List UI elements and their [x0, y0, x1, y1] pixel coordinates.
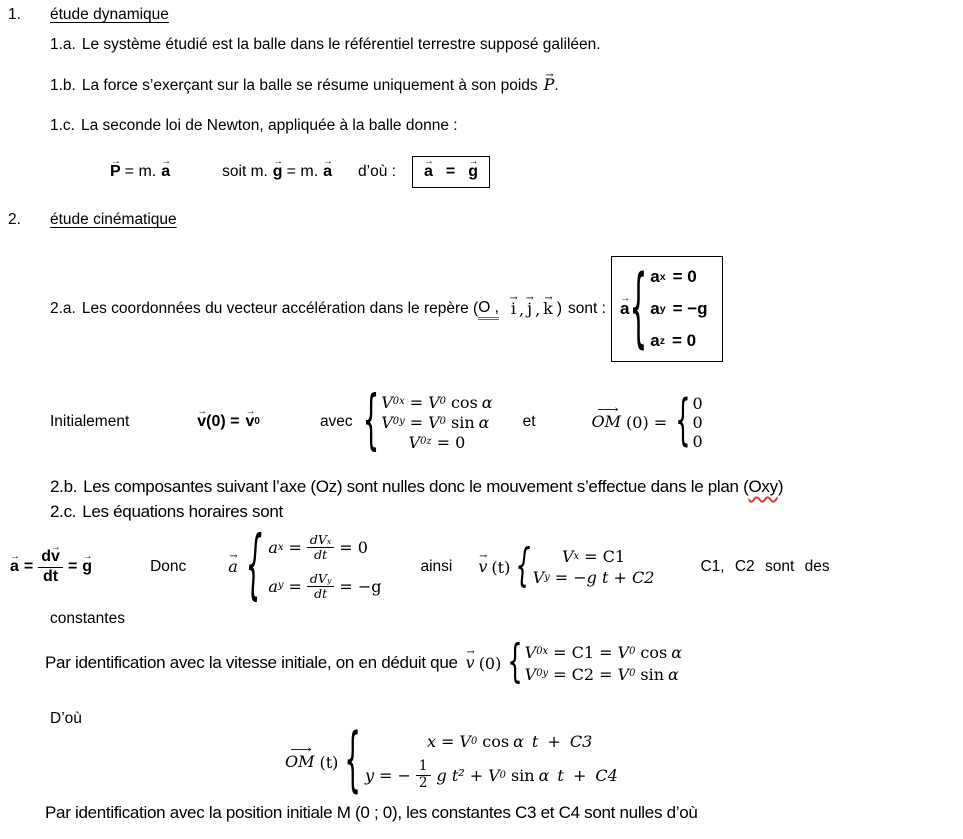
arg-equals: (0) = [626, 412, 668, 432]
value: = −g t + C2 [554, 568, 655, 587]
var-a: a [650, 267, 660, 286]
sin-function: sin [450, 412, 475, 432]
line-2a [50, 250, 723, 368]
of-0: (0) [478, 653, 502, 673]
vector-g [82, 558, 92, 576]
equation-v0x-c1 [525, 643, 682, 662]
var-V: V [617, 642, 630, 662]
var-V: V [428, 412, 440, 432]
var-V: V [428, 392, 440, 412]
var-a: a [650, 331, 660, 350]
c1-c2-text: C1, C2 sont des [700, 558, 830, 575]
equals-sign: = [409, 412, 424, 432]
sub-0y: 0y [392, 416, 405, 428]
fraction-dVx-dt [307, 533, 334, 563]
vector-v-letter: v [197, 412, 207, 430]
avec-text: avec [319, 413, 353, 430]
vector-P-letter: P [543, 75, 555, 94]
dou-text: d’où : [358, 163, 396, 180]
value: = −g [672, 299, 708, 318]
line-1a-text: Le système étudié est la balle dans le référentiel terrestre supposé galiléen. [81, 36, 601, 53]
of-t: (t) [319, 752, 339, 772]
value: = −g [339, 576, 382, 596]
vector-v-letter: v [51, 548, 60, 566]
vector-i [511, 300, 516, 318]
vector-P [544, 76, 555, 94]
hourly-equations-row [10, 520, 830, 614]
position-system [344, 720, 618, 802]
equation-v0y [381, 413, 492, 432]
var-V: V [408, 432, 421, 452]
var-V: V [524, 664, 537, 684]
sub-0: 0 [439, 396, 446, 408]
initialement-label: Initialement [50, 413, 130, 430]
sub-0: 0 [254, 416, 260, 428]
close-paren: ) [556, 300, 563, 317]
boxed-acceleration-components [611, 256, 723, 362]
vector-g [468, 163, 478, 181]
left-brace: { [245, 522, 263, 610]
var-V: V [561, 547, 574, 566]
system [245, 522, 387, 610]
ainsi-text: ainsi [420, 558, 453, 575]
equals-minus: = − [379, 766, 411, 785]
equals-m: = m. [286, 163, 319, 180]
sub-0z: 0z [420, 436, 432, 448]
var-y: y [364, 766, 375, 785]
value: = 0 [672, 331, 697, 350]
alpha: α [481, 392, 493, 412]
left-brace: { [344, 720, 361, 802]
vector-g [273, 163, 283, 181]
value: = 0 [672, 267, 697, 286]
equation-v0 [197, 413, 260, 431]
sub-x: x [573, 550, 580, 562]
d-letter: d [41, 548, 52, 566]
equation-az-0 [650, 331, 707, 351]
sub-x: x [659, 270, 666, 283]
equation-ax-0 [650, 267, 707, 287]
section-1-number: 1. [8, 6, 21, 23]
sub-0: 0 [499, 769, 506, 781]
alpha: α [478, 412, 490, 432]
soit-text: soit m. [222, 163, 268, 180]
acceleration-system [228, 522, 386, 610]
equation-v0y-c2 [525, 665, 682, 684]
equation-vx-c1 [533, 547, 655, 566]
equation-y-of-t [365, 759, 618, 791]
line-1a-number: 1.a. [50, 36, 76, 53]
equals-sign: = [288, 538, 302, 558]
vector-OM-letters: OM [285, 751, 315, 771]
sub-0x: 0x [536, 646, 549, 658]
equation-OM0 [592, 413, 668, 432]
equation-newton [110, 152, 490, 192]
vector-a-letter: a [323, 162, 333, 180]
donc-text: Donc [150, 558, 187, 575]
vector-a-letter: a [423, 162, 433, 180]
vector-v-letter: v [465, 652, 475, 672]
vector-v-letter: v [245, 412, 255, 430]
vector-g-letter: g [82, 557, 93, 575]
var-x: x [426, 732, 436, 752]
sub-x: x [326, 536, 332, 546]
value: = 0 [436, 432, 466, 452]
equals-sign: = [288, 576, 302, 596]
sub-0: 0 [439, 416, 446, 428]
line-1c-text: La seconde loi de Newton, appliquée à la balle donne : [80, 117, 458, 134]
dou-text: D’où [50, 710, 82, 727]
initial-conditions-row [50, 380, 703, 464]
left-brace: { [515, 539, 531, 593]
section-2-title: étude cinématique [50, 211, 177, 228]
vector-a [620, 299, 629, 319]
tail-c3: t + C3 [531, 732, 593, 752]
sub-0y: 0y [536, 668, 549, 680]
arg-equals: (0) = [206, 412, 240, 430]
grammar-underlined-O: O , [478, 299, 499, 320]
position-identification-text: Par identification avec la position initiale M (0 ; 0), les constantes C3 et C4 sont nulles d’où [45, 803, 698, 822]
line-1b-text: La force s’exerçant sur la balle se résume uniquement à son poids [81, 77, 538, 94]
equation-ay-derivative [268, 572, 386, 602]
vector-k [543, 300, 553, 318]
vector-a [161, 163, 170, 181]
line-2b-text: Les composantes suivant l’axe (Oz) sont nulles donc le mouvement s’effectue dans le plan ( [83, 477, 749, 496]
dV: dV [309, 570, 327, 586]
equation-v0z [381, 433, 492, 452]
zero: 0 [692, 412, 703, 432]
equals-sign: = [67, 558, 78, 575]
vector-v-letter: v [478, 556, 488, 576]
left-brace: { [675, 388, 691, 453]
position-equations-row [285, 722, 618, 802]
equals-chain: = C1 = [553, 642, 613, 662]
sub-y: y [326, 575, 332, 585]
identified-velocity-system [507, 635, 682, 689]
system [515, 539, 655, 593]
vector-OM-letters: OM [591, 411, 622, 431]
sont-text: sont : [568, 300, 606, 317]
equals-sign: = [445, 162, 456, 180]
value: = 0 [339, 538, 368, 558]
et-text: et [522, 413, 536, 430]
cos-function: cos [640, 642, 668, 662]
vector-v [466, 654, 475, 672]
left-brace: { [362, 383, 380, 459]
vector-a-letter: a [228, 556, 238, 576]
section-2-number: 2. [8, 211, 21, 228]
equals-sign: = [441, 732, 455, 752]
line-2c-number: 2.c. [50, 502, 77, 521]
fraction-dv-dt [38, 548, 63, 586]
vector-v0 [246, 413, 255, 431]
position-initial-system [675, 388, 703, 453]
vector-k-letter: k [543, 298, 553, 318]
vector-v [51, 548, 60, 566]
alpha: α [538, 766, 550, 785]
cos-function: cos [450, 392, 478, 412]
velocity-system [478, 539, 655, 593]
vector-a-letter: a [10, 557, 19, 575]
denominator-2: 2 [418, 775, 428, 791]
value: = C1 [584, 547, 626, 566]
tail-c4: t + C4 [557, 766, 618, 785]
vector-g-letter: g [272, 162, 283, 180]
equals-sign: = [23, 558, 34, 575]
zero: 0 [692, 431, 703, 451]
var-V: V [381, 392, 393, 412]
vector-a [424, 163, 433, 181]
equation-ay-negg [650, 299, 707, 319]
var-V: V [459, 732, 471, 752]
dt-denominator: dt [314, 585, 328, 601]
equals-chain: = C2 = [553, 664, 613, 684]
vector-OM-of-t [285, 753, 338, 772]
line-2c-text: Les équations horaires sont [82, 502, 283, 521]
sub-x: x [277, 541, 284, 553]
equation-v0x [381, 393, 492, 412]
line-1b-number: 1.b. [50, 77, 76, 94]
comma: , [535, 299, 541, 319]
plus-sign: + [469, 766, 484, 785]
vector-P [110, 163, 121, 181]
vector-i-letter: i [510, 298, 517, 318]
left-brace: { [629, 255, 648, 358]
var-V: V [532, 568, 545, 587]
boxed-result-a-equals-g [412, 156, 490, 188]
vector-OM [592, 413, 622, 431]
sin-function: sin [640, 664, 665, 684]
vector-P-letter: P [110, 162, 121, 180]
line-2a-number: 2.a. [50, 300, 76, 317]
spellcheck-underlined-Oxy: Oxy [748, 477, 778, 496]
line-1c [50, 117, 458, 135]
line-1a [50, 36, 601, 54]
vector-j-letter: j [527, 298, 533, 318]
vector-v-of-0 [466, 654, 502, 673]
vector-a [323, 163, 332, 181]
zero: 0 [692, 393, 703, 413]
cos-function: cos [482, 732, 510, 752]
velocity-initial-system [362, 383, 493, 459]
numerator-1: 1 [418, 758, 428, 775]
var-a: a [650, 299, 660, 318]
sub-0x: 0x [392, 396, 405, 408]
close-paren: ) [777, 477, 784, 496]
vector-v [197, 413, 206, 431]
alpha: α [668, 664, 679, 684]
var-V: V [617, 664, 630, 684]
vector-j [527, 300, 532, 318]
line-1b-period: . [554, 77, 559, 94]
vector-g-letter: g [468, 162, 478, 180]
vector-OM [285, 753, 315, 771]
var-a: a [268, 576, 278, 596]
dt-denominator: dt [43, 567, 59, 585]
velocity-identification-row [45, 630, 682, 696]
equation-x-of-t [365, 732, 618, 751]
equals-m: = m. [124, 163, 157, 180]
vector-a [228, 558, 238, 576]
equation-a-dvdt-g [10, 548, 92, 586]
dV: dV [309, 531, 327, 547]
comma: , [519, 299, 525, 319]
line-2c [50, 502, 283, 522]
sub-0: 0 [629, 646, 636, 658]
constantes-text: constantes [50, 610, 125, 627]
section-1-title: étude dynamique [50, 6, 169, 23]
var-V: V [381, 412, 393, 432]
alpha: α [513, 732, 524, 752]
var-V: V [488, 766, 500, 785]
equation-vy-c2 [533, 568, 655, 587]
var-a: a [268, 538, 278, 558]
sub-y: y [277, 580, 284, 592]
fraction-dVy-dt [307, 572, 334, 602]
vector-a-letter: a [619, 299, 630, 319]
fraction-one-half [416, 759, 431, 791]
vector-a-letter: a [161, 162, 171, 180]
sub-0: 0 [470, 736, 478, 748]
line-2b-number: 2.b. [50, 477, 78, 496]
equation-ax-derivative [268, 533, 386, 563]
equals-sign: = [409, 392, 424, 412]
section-2-heading [8, 211, 177, 229]
sub-y: y [544, 571, 550, 583]
line-2a-text: Les coordonnées du vecteur accélération dans le repère ( [81, 300, 479, 317]
line-2b [50, 477, 783, 497]
sub-z: z [659, 334, 665, 347]
sub-0: 0 [629, 668, 636, 680]
alpha: α [671, 642, 682, 662]
vector-v [478, 558, 487, 576]
of-t: (t) [491, 557, 511, 577]
g-t-squared: g t² [436, 766, 465, 785]
dt-denominator: dt [314, 547, 328, 563]
vector-a [10, 558, 19, 576]
sub-y: y [659, 302, 666, 315]
line-1b [50, 76, 559, 95]
sin-function: sin [510, 766, 535, 785]
section-1-heading [8, 6, 169, 24]
velocity-identification-text: Par identification avec la vitesse initiale, on en déduit que [45, 653, 458, 672]
left-brace: { [507, 635, 523, 689]
line-1c-number: 1.c. [50, 117, 75, 134]
var-V: V [524, 642, 537, 662]
